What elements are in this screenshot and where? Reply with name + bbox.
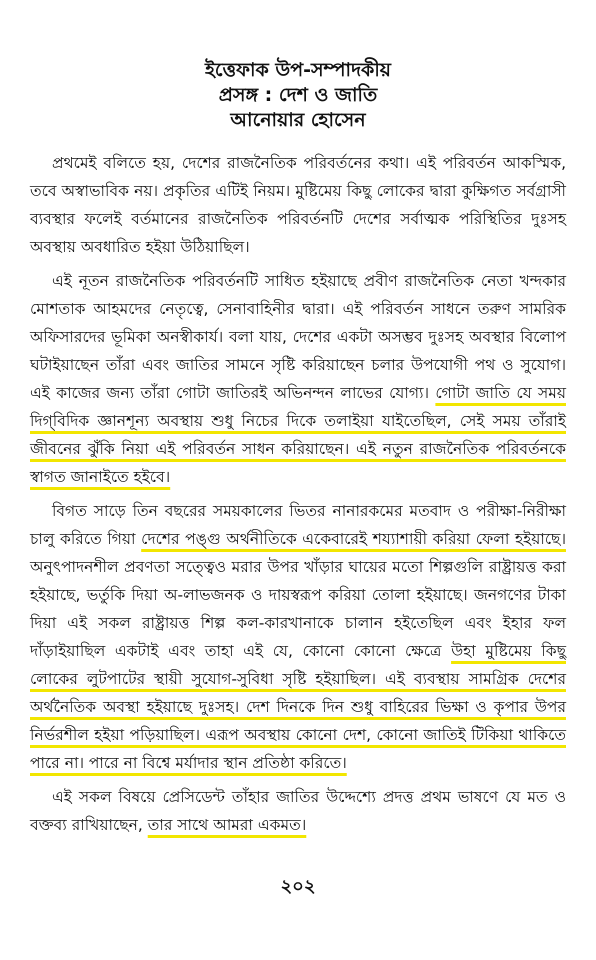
header-author: আনোয়ার হোসেন [230,109,366,131]
header-publication: ইত্তেফাক উপ-সম্পাদকীয় [205,59,391,81]
highlighted-text: গোটা জাতি যে সময় দিগ্‌বিদিক জ্ঞানশূন্য অবস্থায় শুধু নিচের দিকে তলাইয়া যাইতেছিল, সেই সময় তাঁরাই জীবনের ঝুঁকি নিয়া এই পরিবর্তন সাধন করিয়াছেন। এই নতুন রাজনৈতিক পরিবর্তনকে স্বাগত জানাইতে হইবে। [30,384,566,486]
highlighted-text: তার সাথে আমরা একমত। [147,816,307,834]
paragraph [30,149,566,261]
paragraph [30,783,566,839]
article-header [30,58,566,133]
text-segment: এই সকল বিষয়ে প্রেসিডেন্ট তাঁহার জাতির উদ্দেশ্যে প্রদত্ত প্রথম ভাষণে যে মত ও বক্তব্য রাখিয়াছেন, [30,788,566,834]
highlighted-text: দেশের পঙ্গু অর্থনীতিকে একেবারেই শয্যাশায়ী করিয়া ফেলা হইয়াছে। [141,530,566,548]
paragraph [30,267,566,491]
page-number: ২০২ [280,876,316,897]
text-segment: প্রথমেই বলিতে হয়, দেশের রাজনৈতিক পরিবর্তনের কথা। এই পরিবর্তন আকস্মিক, তবে অস্বাভাবিক নয়। প্রকৃতির এটিই নিয়ম। মুষ্টিমেয় কিছু লোকের দ্বারা কুক্ষিগত সর্বগ্রাসী ব্যবস্থার ফলেই বর্তমানের রাজনৈতিক পরিবর্তনটি দেশের সর্বাত্মক পরিস্থিতির দুঃসহ অবস্থায় অবধারিত হইয়া উঠিয়াছিল। [30,154,566,256]
header-topic: প্রসঙ্গ : দেশ ও জাতি [218,84,378,106]
paragraph [30,497,566,777]
text-segment: এই নূতন রাজনৈতিক পরিবর্তনটি সাধিত হইয়াছে প্রবীণ রাজনৈতিক নেতা খন্দকার মোশতাক আহমদের নেতৃত্বে, সেনাবাহিনীর দ্বারা। এই পরিবর্তন সাধনে তরুণ সামরিক অফিসারদের ভূমিকা অনস্বীকার্য। বলা যায়, দেশের একটা অসম্ভব দুঃসহ অবস্থার বিলোপ ঘটাইয়াছেন তাঁরা এবং জাতির সামনে সৃষ্টি করিয়াছেন চলার উপযোগী পথ ও সুযোগ। এই কাজের জন্য তাঁরা গোটা জাতিরই অভিনন্দন লাভের যোগ্য। [30,272,566,402]
text-segment: অনুৎপাদনশীল প্রবণতা সত্ত্বেও মরার উপর খাঁড়ার ঘায়ের মতো শিল্পগুলি রাষ্ট্রায়ত্ত করা হইয়াছে, ভর্তুকি দিয়া অ-লাভজনক ও দায়স্বরূপ করিয়া তোলা হইয়াছে। জনগণের টাকা দিয়া এই সকল রাষ্ট্রায়ত্ত শিল্প কল-কারখানাকে চালান হইতেছিল এবং ইহার ফল দাঁড়াইয়াছিল একটাই এবং তাহা এই যে, কোনো কোনো ক্ষেত্রে [30,558,566,660]
highlighted-text: উহা মুষ্টিমেয় কিছু লোকের লুটপাটের স্থায়ী সুযোগ-সুবিধা সৃষ্টি হইয়াছিল। এই ব্যবস্থায় সামগ্রিক দেশের অর্থনৈতিক অবস্থা হইয়াছে দুঃসহ। দেশ দিনকে দিন শুধু বাহিরের ভিক্ষা ও কৃপার উপর নির্ভরশীল হইয়া পড়িয়াছিল। এরূপ অবস্থায় কোনো দেশ, কোনো জাতিই টিকিয়া থাকিতে পারে না। পারে না বিশ্বে মর্যাদার স্থান প্রতিষ্ঠা করিতে। [30,642,566,772]
text-segment: বিগত সাড়ে তিন বছরের সময়কালের ভিতর নানা‍‍রকমের মতবাদ ও পরীক্ষা-নিরীক্ষা চালু করিতে গিয়া [30,502,566,548]
article-body [30,149,566,839]
